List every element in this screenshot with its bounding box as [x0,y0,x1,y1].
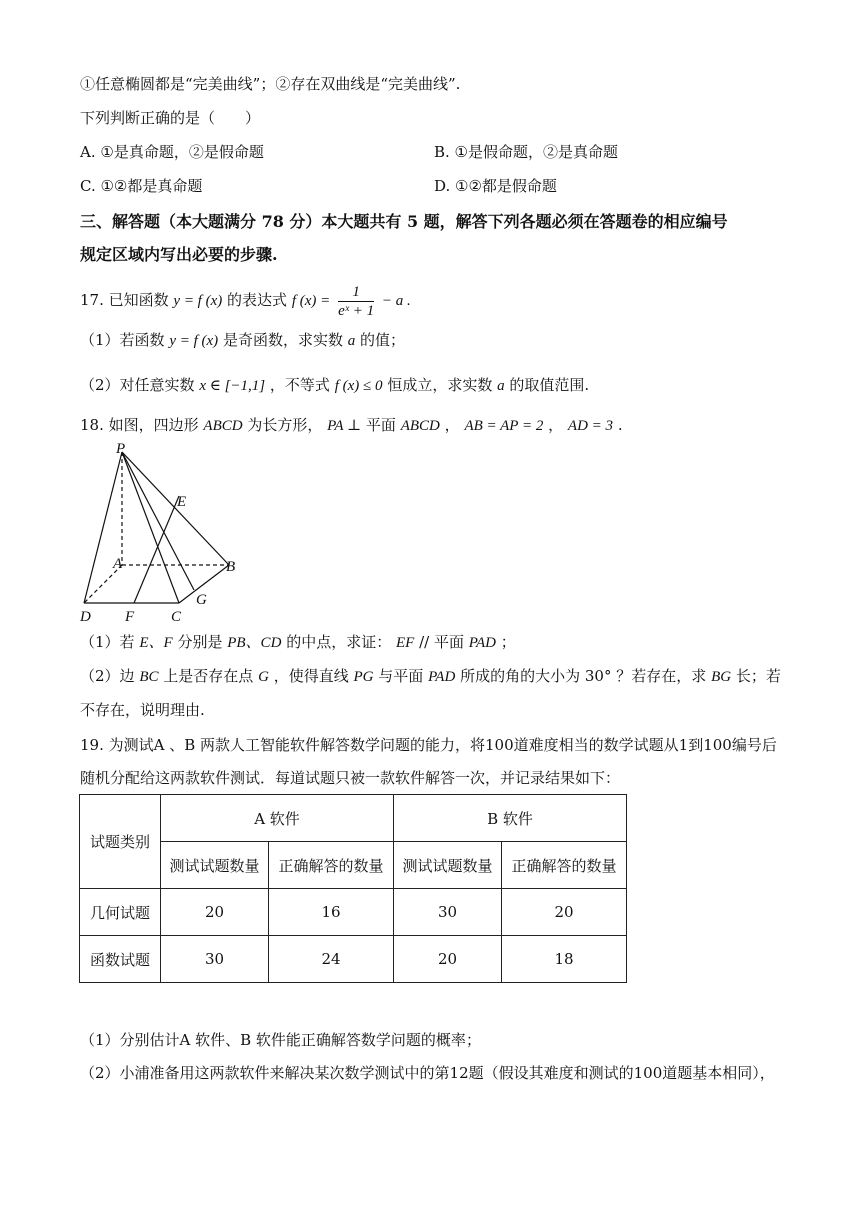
question-prompt: 下列判断正确的是（ ） [80,109,261,127]
section-heading: 三、解答题（本大题满分 78 分）本大题共有 5 题，解答下列各题必须在答题卷的相应编号 [80,212,728,231]
q17-part2-b: x ∈ [−1,1] [199,378,266,394]
q18-2-l: BG [711,669,732,685]
table-row [80,936,627,983]
table-group-a: A 软件 [161,795,394,842]
q17-part2 [80,375,589,396]
q18-abcd2: ABCD [400,418,440,434]
q18-abcd: ABCD [203,418,243,434]
q17-stem [80,280,411,321]
q18-1-c: 分别是 [177,633,223,651]
cell: 20 [394,936,502,983]
q19-stem-cont: 随机分配给这两款软件测试．每道试题只被一款软件解答一次，并记录结果如下： [80,769,621,787]
q18-f: . [617,416,623,434]
q17-func: y = f (x) [173,293,223,309]
option-d: D. ①②都是假命题 [434,177,557,195]
q18-2-k: ？若存在，求 [616,667,707,685]
row-label: 几何试题 [80,889,161,936]
label-f: F [125,609,135,625]
q17-part2-d: f (x) ≤ 0 [334,378,383,394]
q18-2-e: ，使得直线 [273,667,349,685]
q17-denominator: eˣ + 1 [338,302,375,319]
option-c: C. ①②都是真命题 [80,177,203,195]
q18-1-d: PB、CD [227,635,282,651]
row-label: 函数试题 [80,936,161,983]
q17-part2-c: ，不等式 [269,376,330,394]
option-a: A. ①是真命题，②是假命题 [80,143,264,161]
q18-2-a: （2）边 [80,667,135,685]
label-c: C [171,609,182,625]
q17-numerator: 1 [338,283,374,302]
q17-part2-g: 的取值范围. [509,376,590,394]
q18-1-a: （1）若 [80,633,135,651]
cell: 30 [161,936,269,983]
option-b: B. ①是假命题，②是真命题 [434,143,619,161]
q18-1-f: EF [395,635,415,651]
label-a: A [113,556,123,572]
q17-part1-a: （1）若函数 [80,331,165,349]
cell: 30 [394,889,502,936]
q18-1-h: PAD [468,635,496,651]
q18-1-g: // 平面 [419,633,464,651]
q17-part2-a: （2）对任意实数 [80,376,195,394]
q18-part2 [80,666,781,687]
q18-eq2: AD = 3 [567,418,614,434]
q19-part2: （2）小浦准备用这两款软件来解决某次数学测试中的第12题（假设其难度和测试的100道题基本相同）， [80,1064,775,1082]
q17-part1-e: 的值； [360,331,406,349]
cell: 18 [502,936,627,983]
q19-part1: （1）分别估计A 软件、B 软件能正确解答数学问题的概率； [80,1031,481,1049]
table-corner: 试题类别 [80,795,161,889]
q18-a: 18. 如图，四边形 [80,416,199,434]
table-sub-a-count: 测试试题数量 [161,842,269,889]
q18-2-i: 所成的角的大小为 [460,667,581,685]
q17-part2-f: a [497,378,505,394]
cell: 20 [502,889,627,936]
q18-2-h: PAD [428,669,456,685]
q19-stem: 19. 为测试A 、B 两款人工智能软件解答数学问题的能力，将100道难度相当的数学试题从1到100编号后 [80,736,777,754]
q18-e: ， [548,416,564,434]
q18-b: 为长方形， [247,416,323,434]
table-sub-a-correct: 正确解答的数量 [269,842,394,889]
q18-c: 平面 [365,416,396,434]
q18-d: ， [444,416,460,434]
edge-pc [122,452,179,603]
q17-part1-b: y = f (x) [169,333,219,349]
label-g: G [196,592,207,608]
q18-2-f: PG [353,669,374,685]
q18-1-e: 的中点，求证： [286,633,392,651]
table-sub-b-count: 测试试题数量 [394,842,502,889]
label-d: D [80,609,91,625]
q17-mid: 的表达式 [227,291,288,309]
q18-1-b: E、F [139,635,173,651]
q18-1-i: ； [500,633,516,651]
q17-part2-e: 恒成立，求实数 [387,376,493,394]
q18-stem [80,415,623,436]
q18-eq1: AB = AP = 2 [464,418,544,434]
q17-part1-c: 是奇函数，求实数 [222,331,343,349]
q18-2-j: 30° [584,667,612,685]
q17-fraction [338,283,374,320]
q17-fx: f (x) = [291,293,331,309]
cell: 16 [269,889,394,936]
label-e: E [177,494,187,510]
q18-2-g: 与平面 [378,667,424,685]
results-table [79,794,627,983]
q18-2-b: BC [139,669,159,685]
label-b: B [226,559,236,575]
q18-2-d: G [258,669,269,685]
q18-pa: PA ⊥ [327,418,362,434]
edge-pb [122,452,229,565]
line-perfect-curve-statements: ①任意椭圆都是“完美曲线”；②存在双曲线是“完美曲线”. [80,75,461,93]
q18-2-m: 长；若 [735,667,781,685]
cell: 24 [269,936,394,983]
table-row [80,889,627,936]
q18-part1 [80,632,516,653]
section-heading-cont: 规定区域内写出必要的步骤. [80,245,278,264]
edge-pg [122,452,194,590]
q17-pre: 17. 已知函数 [80,291,169,309]
q18-part2-cont: 不存在，说明理由. [80,701,205,719]
q17-part1-d: a [347,333,356,349]
edge-pd [84,452,122,603]
cell: 20 [161,889,269,936]
q17-tail: − a . [381,293,411,309]
table-group-b: B 软件 [394,795,627,842]
q18-2-c: 上是否存在点 [163,667,254,685]
q17-part1 [80,330,405,351]
pyramid-figure [78,440,248,630]
table-sub-b-correct: 正确解答的数量 [502,842,627,889]
label-p: P [116,441,126,457]
